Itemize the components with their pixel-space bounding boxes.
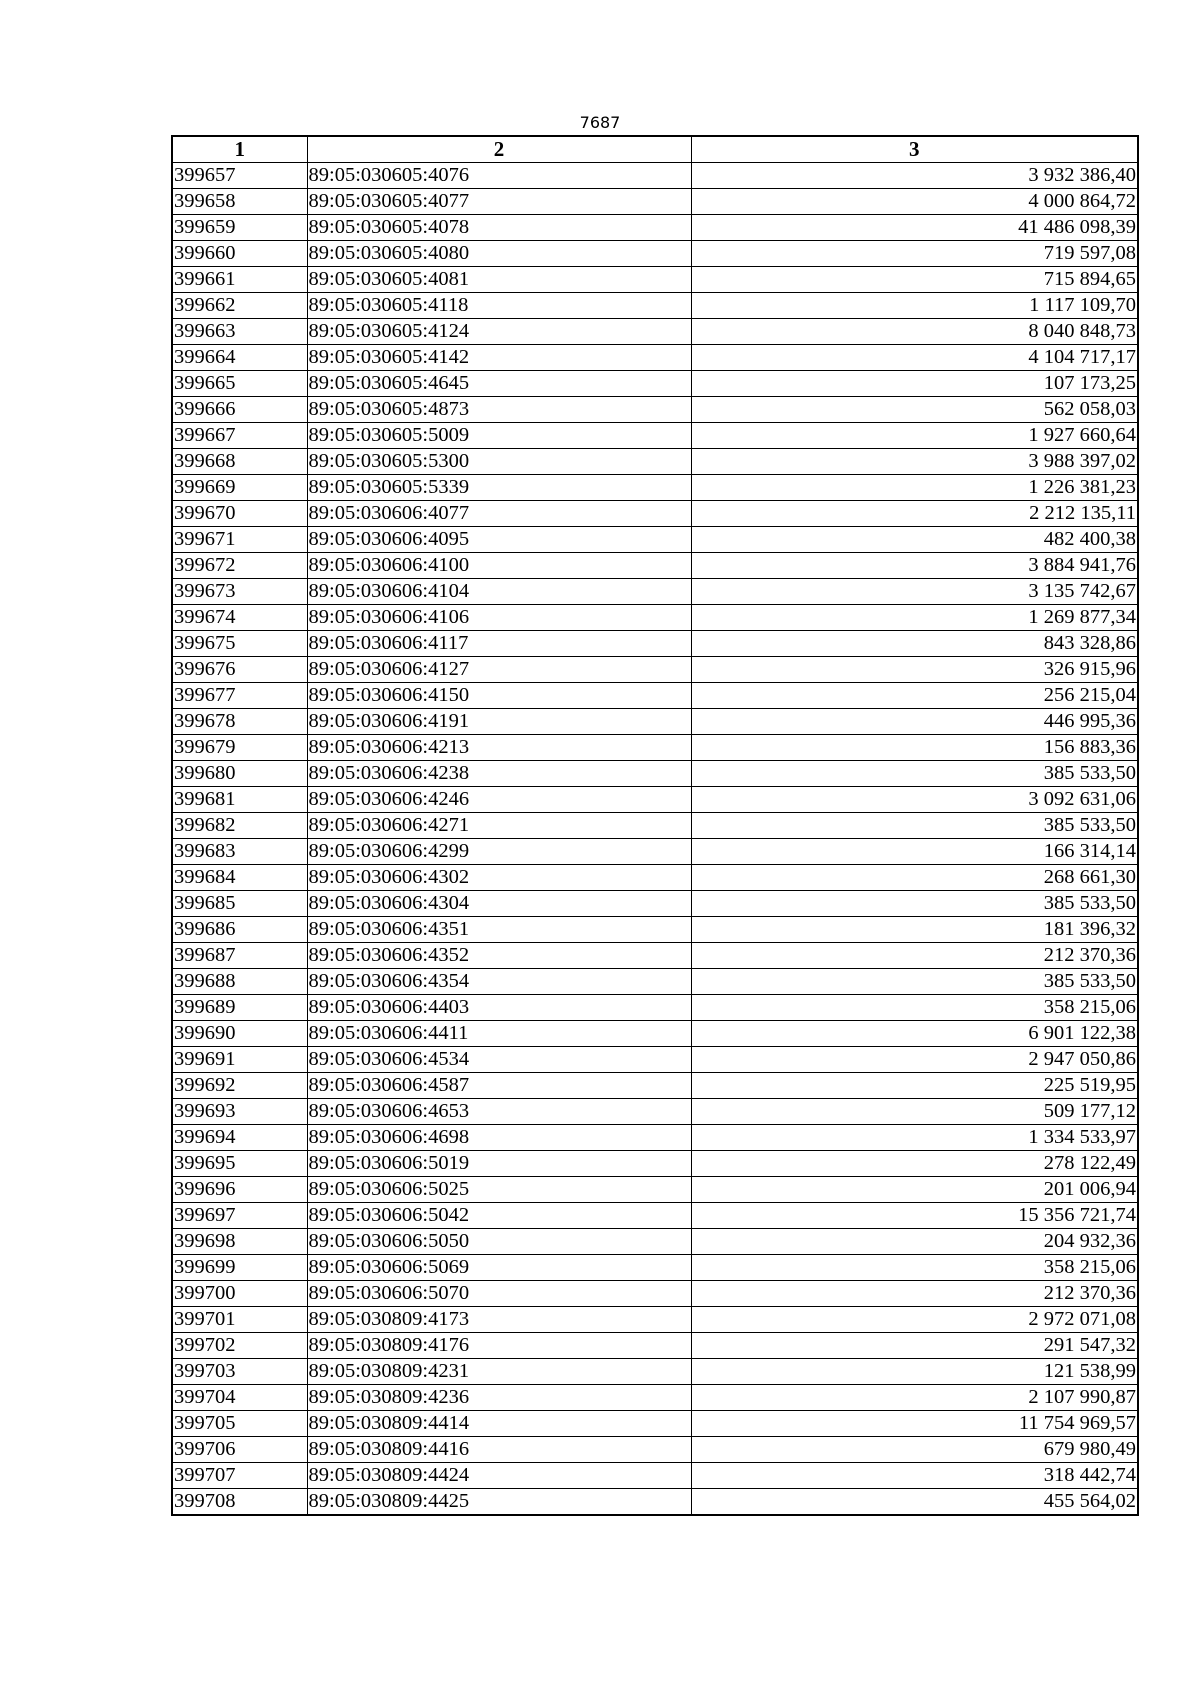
value-cell: 225 519,95 [691, 1073, 1138, 1099]
row-number-cell: 399707 [172, 1463, 307, 1489]
row-number-cell: 399691 [172, 1047, 307, 1073]
column-header-1: 1 [172, 136, 307, 163]
table-row [172, 995, 1138, 1021]
row-number-cell: 399693 [172, 1099, 307, 1125]
row-number-cell: 399664 [172, 345, 307, 371]
table-row [172, 1359, 1138, 1385]
row-number-cell: 399697 [172, 1203, 307, 1229]
value-cell: 41 486 098,39 [691, 215, 1138, 241]
table-row [172, 1177, 1138, 1203]
row-number-cell: 399660 [172, 241, 307, 267]
value-cell: 2 107 990,87 [691, 1385, 1138, 1411]
page-number: 7687 [579, 113, 621, 132]
cadastral-number-cell: 89:05:030605:5009 [307, 423, 691, 449]
row-number-cell: 399680 [172, 761, 307, 787]
row-number-cell: 399692 [172, 1073, 307, 1099]
cadastral-number-cell: 89:05:030606:4095 [307, 527, 691, 553]
table-row [172, 267, 1138, 293]
value-cell: 4 000 864,72 [691, 189, 1138, 215]
cadastral-number-cell: 89:05:030606:4117 [307, 631, 691, 657]
cadastral-number-cell: 89:05:030605:4142 [307, 345, 691, 371]
column-header-3: 3 [691, 136, 1138, 163]
row-number-cell: 399687 [172, 943, 307, 969]
table-row [172, 1021, 1138, 1047]
row-number-cell: 399688 [172, 969, 307, 995]
table-row [172, 1151, 1138, 1177]
cadastral-number-cell: 89:05:030605:4081 [307, 267, 691, 293]
cadastral-number-cell: 89:05:030606:4351 [307, 917, 691, 943]
cadastral-number-cell: 89:05:030606:5070 [307, 1281, 691, 1307]
column-header-2: 2 [307, 136, 691, 163]
row-number-cell: 399699 [172, 1255, 307, 1281]
cadastral-number-cell: 89:05:030606:4698 [307, 1125, 691, 1151]
value-cell: 181 396,32 [691, 917, 1138, 943]
table-row [172, 709, 1138, 735]
value-cell: 455 564,02 [691, 1489, 1138, 1516]
row-number-cell: 399695 [172, 1151, 307, 1177]
cadastral-number-cell: 89:05:030606:4653 [307, 1099, 691, 1125]
row-number-cell: 399670 [172, 501, 307, 527]
cadastral-number-cell: 89:05:030606:4271 [307, 813, 691, 839]
table-row [172, 865, 1138, 891]
table-row [172, 1255, 1138, 1281]
row-number-cell: 399681 [172, 787, 307, 813]
data-table [171, 135, 1139, 1516]
value-cell: 278 122,49 [691, 1151, 1138, 1177]
table-row [172, 969, 1138, 995]
table-row [172, 345, 1138, 371]
row-number-cell: 399685 [172, 891, 307, 917]
cadastral-number-cell: 89:05:030606:4352 [307, 943, 691, 969]
cadastral-number-cell: 89:05:030606:4106 [307, 605, 691, 631]
row-number-cell: 399684 [172, 865, 307, 891]
table-row [172, 449, 1138, 475]
row-number-cell: 399672 [172, 553, 307, 579]
value-cell: 385 533,50 [691, 891, 1138, 917]
cadastral-number-cell: 89:05:030809:4231 [307, 1359, 691, 1385]
value-cell: 204 932,36 [691, 1229, 1138, 1255]
value-cell: 1 269 877,34 [691, 605, 1138, 631]
cadastral-number-cell: 89:05:030809:4176 [307, 1333, 691, 1359]
cadastral-number-cell: 89:05:030809:4425 [307, 1489, 691, 1516]
table-row [172, 1307, 1138, 1333]
table-row [172, 891, 1138, 917]
value-cell: 385 533,50 [691, 969, 1138, 995]
row-number-cell: 399668 [172, 449, 307, 475]
cadastral-number-cell: 89:05:030606:4213 [307, 735, 691, 761]
row-number-cell: 399667 [172, 423, 307, 449]
row-number-cell: 399690 [172, 1021, 307, 1047]
value-cell: 679 980,49 [691, 1437, 1138, 1463]
value-cell: 562 058,03 [691, 397, 1138, 423]
cadastral-number-cell: 89:05:030606:4354 [307, 969, 691, 995]
table-row [172, 735, 1138, 761]
cadastral-number-cell: 89:05:030605:4645 [307, 371, 691, 397]
row-number-cell: 399708 [172, 1489, 307, 1516]
cadastral-number-cell: 89:05:030606:4587 [307, 1073, 691, 1099]
table-row [172, 163, 1138, 189]
cadastral-number-cell: 89:05:030606:4299 [307, 839, 691, 865]
row-number-cell: 399666 [172, 397, 307, 423]
row-number-cell: 399700 [172, 1281, 307, 1307]
table-row [172, 631, 1138, 657]
value-cell: 2 972 071,08 [691, 1307, 1138, 1333]
cadastral-number-cell: 89:05:030606:4191 [307, 709, 691, 735]
value-cell: 11 754 969,57 [691, 1411, 1138, 1437]
cadastral-number-cell: 89:05:030606:5069 [307, 1255, 691, 1281]
row-number-cell: 399694 [172, 1125, 307, 1151]
value-cell: 318 442,74 [691, 1463, 1138, 1489]
table-row [172, 1099, 1138, 1125]
table-row [172, 1125, 1138, 1151]
table-row [172, 1281, 1138, 1307]
cadastral-number-cell: 89:05:030606:4403 [307, 995, 691, 1021]
value-cell: 268 661,30 [691, 865, 1138, 891]
value-cell: 1 927 660,64 [691, 423, 1138, 449]
table-row [172, 215, 1138, 241]
row-number-cell: 399677 [172, 683, 307, 709]
row-number-cell: 399698 [172, 1229, 307, 1255]
table-row [172, 943, 1138, 969]
table-row [172, 1333, 1138, 1359]
value-cell: 2 212 135,11 [691, 501, 1138, 527]
cadastral-number-cell: 89:05:030605:4124 [307, 319, 691, 345]
cadastral-number-cell: 89:05:030606:4127 [307, 657, 691, 683]
value-cell: 6 901 122,38 [691, 1021, 1138, 1047]
table-row [172, 1437, 1138, 1463]
row-number-cell: 399706 [172, 1437, 307, 1463]
cadastral-number-cell: 89:05:030606:4534 [307, 1047, 691, 1073]
table-body [172, 163, 1138, 1516]
cadastral-number-cell: 89:05:030809:4236 [307, 1385, 691, 1411]
row-number-cell: 399663 [172, 319, 307, 345]
value-cell: 1 226 381,23 [691, 475, 1138, 501]
table-row [172, 423, 1138, 449]
table-row [172, 241, 1138, 267]
cadastral-number-cell: 89:05:030606:4104 [307, 579, 691, 605]
row-number-cell: 399696 [172, 1177, 307, 1203]
row-number-cell: 399669 [172, 475, 307, 501]
value-cell: 482 400,38 [691, 527, 1138, 553]
value-cell: 8 040 848,73 [691, 319, 1138, 345]
cadastral-number-cell: 89:05:030606:4246 [307, 787, 691, 813]
cadastral-number-cell: 89:05:030605:4118 [307, 293, 691, 319]
row-number-cell: 399704 [172, 1385, 307, 1411]
cadastral-number-cell: 89:05:030606:4100 [307, 553, 691, 579]
cadastral-number-cell: 89:05:030809:4416 [307, 1437, 691, 1463]
value-cell: 446 995,36 [691, 709, 1138, 735]
table-header [172, 136, 1138, 163]
table-row [172, 1411, 1138, 1437]
row-number-cell: 399679 [172, 735, 307, 761]
cadastral-number-cell: 89:05:030605:5339 [307, 475, 691, 501]
table-row [172, 683, 1138, 709]
table-row [172, 917, 1138, 943]
value-cell: 107 173,25 [691, 371, 1138, 397]
table-row [172, 813, 1138, 839]
cadastral-number-cell: 89:05:030605:4077 [307, 189, 691, 215]
cadastral-number-cell: 89:05:030606:4304 [307, 891, 691, 917]
cadastral-number-cell: 89:05:030605:4080 [307, 241, 691, 267]
table-row [172, 1047, 1138, 1073]
value-cell: 3 932 386,40 [691, 163, 1138, 189]
value-cell: 291 547,32 [691, 1333, 1138, 1359]
value-cell: 121 538,99 [691, 1359, 1138, 1385]
value-cell: 326 915,96 [691, 657, 1138, 683]
value-cell: 212 370,36 [691, 1281, 1138, 1307]
row-number-cell: 399676 [172, 657, 307, 683]
value-cell: 385 533,50 [691, 761, 1138, 787]
table-row [172, 501, 1138, 527]
cadastral-number-cell: 89:05:030606:4302 [307, 865, 691, 891]
row-number-cell: 399661 [172, 267, 307, 293]
cadastral-number-cell: 89:05:030606:4077 [307, 501, 691, 527]
table-row [172, 371, 1138, 397]
table-row [172, 189, 1138, 215]
table-row [172, 475, 1138, 501]
cadastral-number-cell: 89:05:030606:5025 [307, 1177, 691, 1203]
value-cell: 156 883,36 [691, 735, 1138, 761]
value-cell: 166 314,14 [691, 839, 1138, 865]
row-number-cell: 399665 [172, 371, 307, 397]
table-row [172, 527, 1138, 553]
value-cell: 3 884 941,76 [691, 553, 1138, 579]
value-cell: 201 006,94 [691, 1177, 1138, 1203]
table-row [172, 1489, 1138, 1516]
value-cell: 358 215,06 [691, 1255, 1138, 1281]
cadastral-number-cell: 89:05:030605:4076 [307, 163, 691, 189]
row-number-cell: 399701 [172, 1307, 307, 1333]
table-row [172, 293, 1138, 319]
value-cell: 3 092 631,06 [691, 787, 1138, 813]
table-row [172, 761, 1138, 787]
row-number-cell: 399678 [172, 709, 307, 735]
cadastral-number-cell: 89:05:030606:4411 [307, 1021, 691, 1047]
table-row [172, 605, 1138, 631]
table-row [172, 657, 1138, 683]
value-cell: 212 370,36 [691, 943, 1138, 969]
row-number-cell: 399662 [172, 293, 307, 319]
value-cell: 843 328,86 [691, 631, 1138, 657]
row-number-cell: 399658 [172, 189, 307, 215]
table-row [172, 839, 1138, 865]
cadastral-number-cell: 89:05:030809:4173 [307, 1307, 691, 1333]
table-row [172, 553, 1138, 579]
cadastral-number-cell: 89:05:030605:4078 [307, 215, 691, 241]
row-number-cell: 399702 [172, 1333, 307, 1359]
table-row [172, 579, 1138, 605]
cadastral-number-cell: 89:05:030606:5019 [307, 1151, 691, 1177]
value-cell: 1 334 533,97 [691, 1125, 1138, 1151]
table-row [172, 1463, 1138, 1489]
cadastral-number-cell: 89:05:030606:5042 [307, 1203, 691, 1229]
value-cell: 358 215,06 [691, 995, 1138, 1021]
value-cell: 715 894,65 [691, 267, 1138, 293]
row-number-cell: 399686 [172, 917, 307, 943]
value-cell: 509 177,12 [691, 1099, 1138, 1125]
value-cell: 385 533,50 [691, 813, 1138, 839]
row-number-cell: 399705 [172, 1411, 307, 1437]
cadastral-number-cell: 89:05:030809:4424 [307, 1463, 691, 1489]
value-cell: 4 104 717,17 [691, 345, 1138, 371]
cadastral-number-cell: 89:05:030605:4873 [307, 397, 691, 423]
row-number-cell: 399671 [172, 527, 307, 553]
row-number-cell: 399682 [172, 813, 307, 839]
header-row [172, 136, 1138, 163]
table-row [172, 319, 1138, 345]
row-number-cell: 399659 [172, 215, 307, 241]
value-cell: 256 215,04 [691, 683, 1138, 709]
value-cell: 719 597,08 [691, 241, 1138, 267]
table-row [172, 1229, 1138, 1255]
row-number-cell: 399675 [172, 631, 307, 657]
row-number-cell: 399703 [172, 1359, 307, 1385]
table-row [172, 787, 1138, 813]
cadastral-number-cell: 89:05:030606:5050 [307, 1229, 691, 1255]
value-cell: 3 988 397,02 [691, 449, 1138, 475]
row-number-cell: 399689 [172, 995, 307, 1021]
table-row [172, 1203, 1138, 1229]
table-row [172, 1385, 1138, 1411]
table-row [172, 397, 1138, 423]
cadastral-number-cell: 89:05:030606:4238 [307, 761, 691, 787]
value-cell: 15 356 721,74 [691, 1203, 1138, 1229]
value-cell: 2 947 050,86 [691, 1047, 1138, 1073]
table-row [172, 1073, 1138, 1099]
value-cell: 3 135 742,67 [691, 579, 1138, 605]
cadastral-number-cell: 89:05:030605:5300 [307, 449, 691, 475]
cadastral-number-cell: 89:05:030809:4414 [307, 1411, 691, 1437]
row-number-cell: 399657 [172, 163, 307, 189]
row-number-cell: 399683 [172, 839, 307, 865]
cadastral-number-cell: 89:05:030606:4150 [307, 683, 691, 709]
row-number-cell: 399674 [172, 605, 307, 631]
row-number-cell: 399673 [172, 579, 307, 605]
value-cell: 1 117 109,70 [691, 293, 1138, 319]
